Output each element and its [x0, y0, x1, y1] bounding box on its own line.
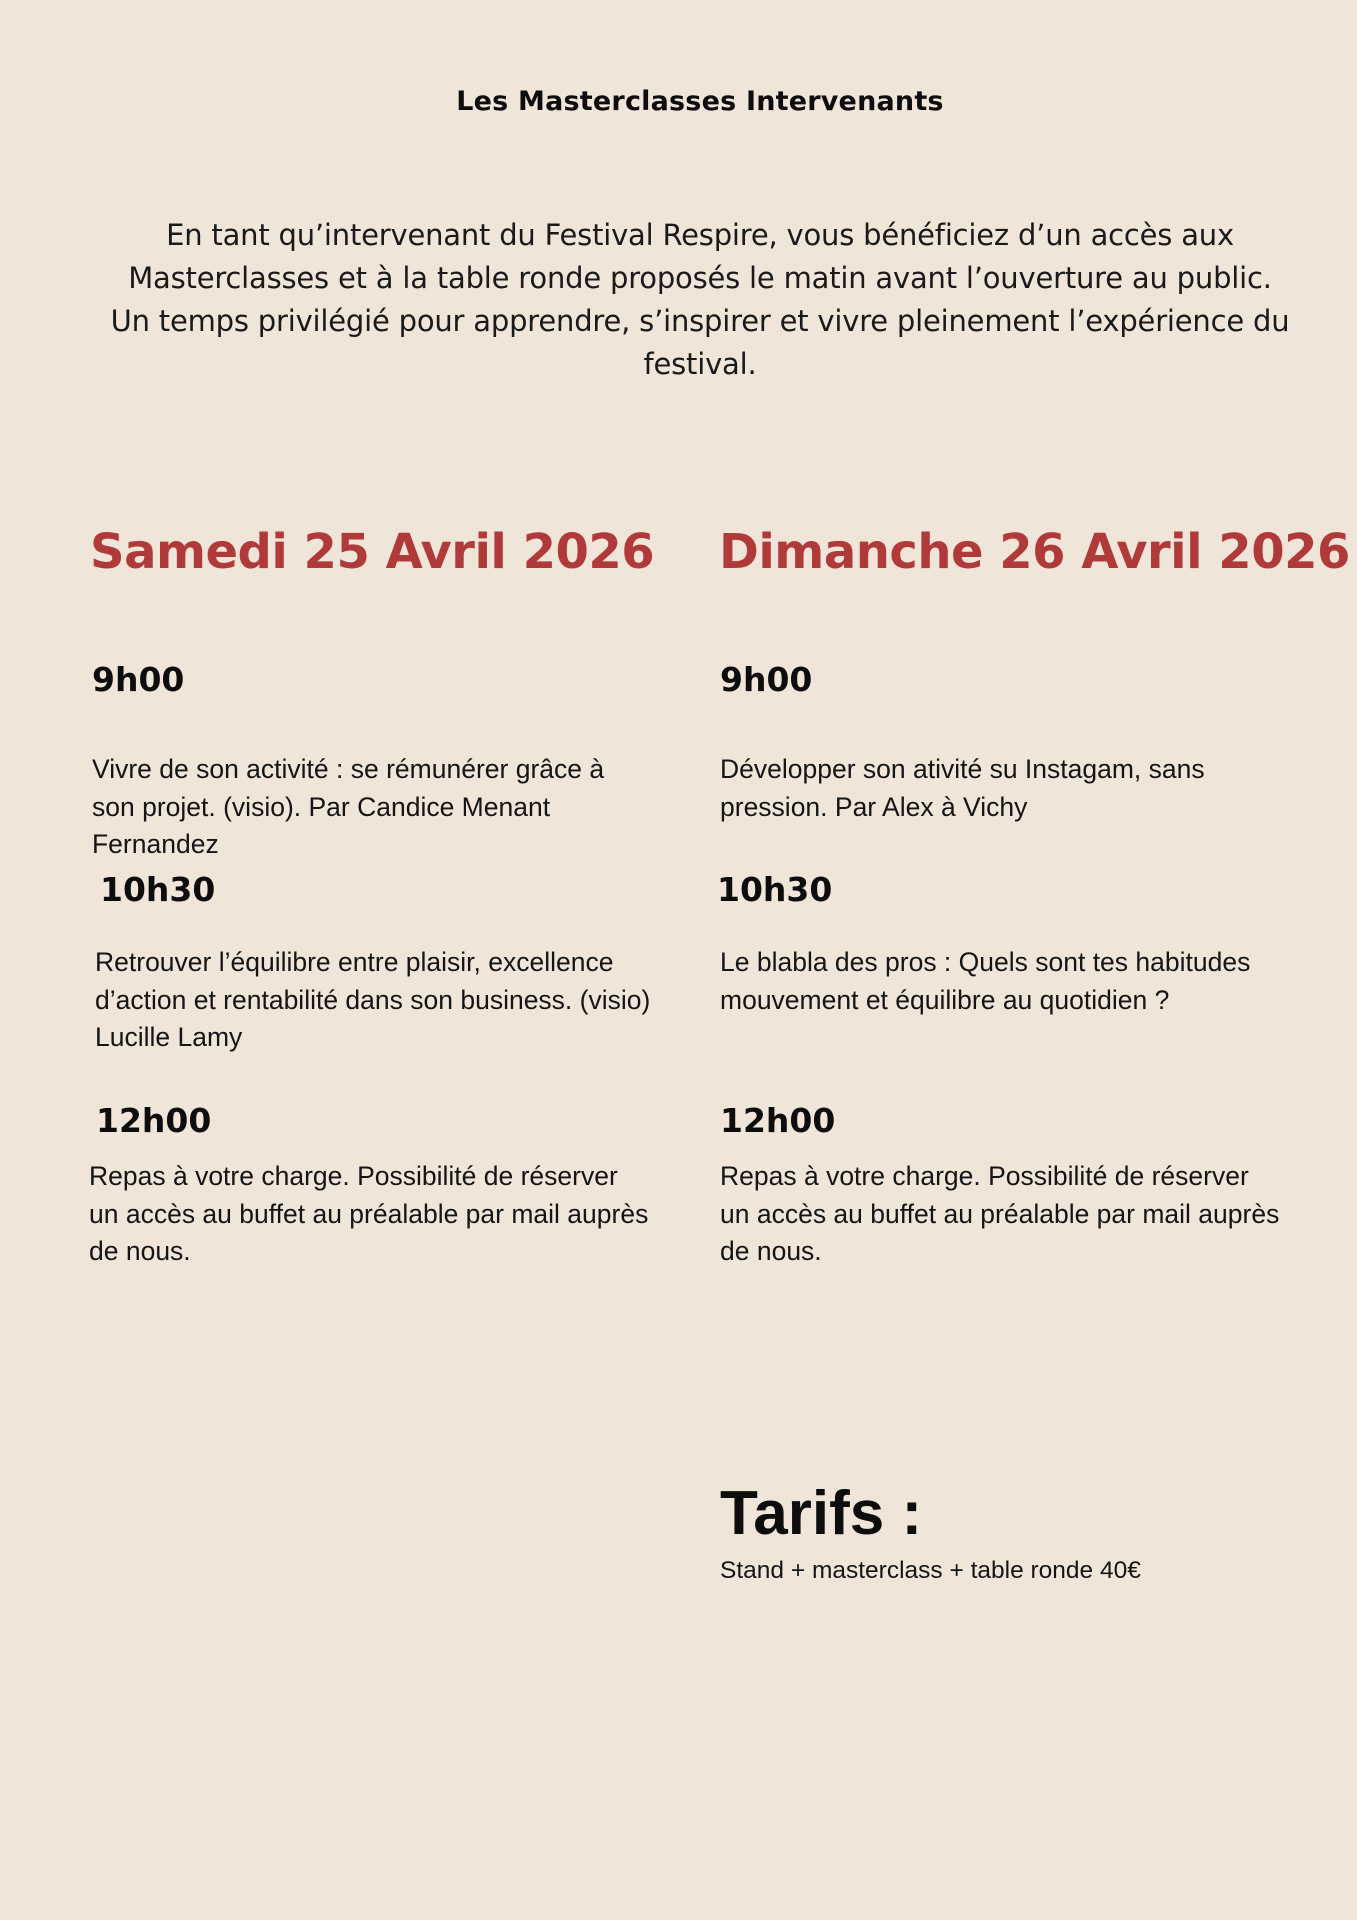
session-time: 10h30	[717, 870, 833, 909]
session-description: Le blabla des pros : Quels sont tes habitudes mouvement et équilibre au quotidien ?	[720, 947, 1251, 1015]
day-heading-saturday: Samedi 25 Avril 2026	[90, 524, 655, 580]
session-description: Repas à votre charge. Possibilité de réserver un accès au buffet au préalable par mail auprès de nous.	[89, 1161, 649, 1266]
intro-paragraph: Un temps privilégié pour apprendre, s’inspirer et vivre pleinement l’expérience du festival.	[110, 304, 1290, 381]
session-time: 9h00	[92, 660, 185, 699]
session-description: Repas à votre charge. Possibilité de réserver un accès au buffet au préalable par mail auprès de nous.	[720, 1161, 1280, 1266]
intro-text	[110, 214, 1290, 386]
day-heading-sunday: Dimanche 26 Avril 2026	[719, 524, 1350, 580]
session-time: 12h00	[96, 1101, 212, 1140]
tarifs-price: Stand + masterclass + table ronde 40€	[720, 1557, 1141, 1584]
page-title: Les Masterclasses Intervenants	[456, 86, 944, 117]
intro-paragraph: En tant qu’intervenant du Festival Respire, vous bénéficiez d’un accès aux Masterclasses et à la table ronde proposés le matin avant l’ouverture au public.	[128, 218, 1272, 295]
session-time: 10h30	[100, 870, 216, 909]
session-time: 12h00	[720, 1101, 836, 1140]
tarifs-heading: Tarifs :	[720, 1479, 923, 1548]
session-description: Retrouver l’équilibre entre plaisir, excellence d’action et rentabilité dans son business. (visio) Lucille Lamy	[95, 947, 651, 1052]
session-description: Vivre de son activité : se rémunérer grâce à son projet. (visio). Par Candice Menant Fernandez	[92, 754, 605, 859]
session-description: Développer son ativité su Instagam, sans pression. Par Alex à Vichy	[720, 754, 1205, 822]
session-time: 9h00	[720, 660, 813, 699]
